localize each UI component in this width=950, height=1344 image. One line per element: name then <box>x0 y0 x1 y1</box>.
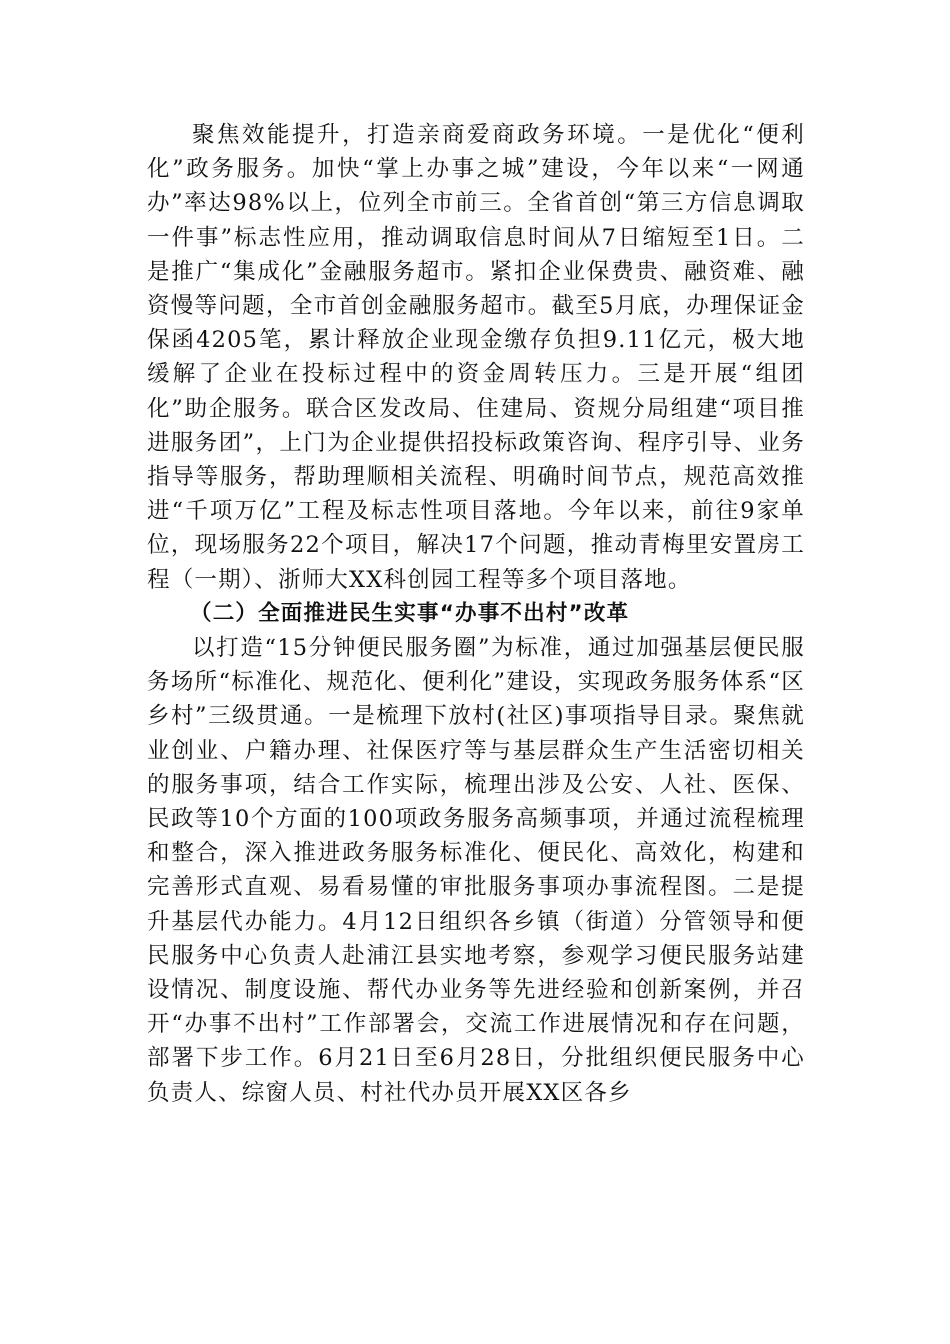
document-body <box>147 118 805 1110</box>
section-heading: （二）全面推进民生实事“办事不出村”改革 <box>190 600 630 626</box>
body-paragraph: 聚焦效能提升，打造亲商爱商政务环境。一是优化“便利化”政务服务。加快“掌上办事之城”建设，今年以来“一网通办”率达98%以上，位列全市前三。全省首创“第三方信息调取一件事”标志性应用，推动调取信息时间从7日缩短至1日。二是推广“集成化”金融服务超市。紧扣企业保费贵、融资难、融资慢等问题，全市首创金融服务超市。截至5月底，办理保证金保函4205笔，累计释放企业现金缴存负担9.11亿元，极大地缓解了企业在投标过程中的资金周转压力。三是开展“组团化”助企服务。联合区发改局、住建局、资规分局组建“项目推进服务团”，上门为企业提供招投标政策咨询、程序引导、业务指导等服务，帮助理顺相关流程、明确时间节点，规范高效推进“千项万亿”工程及标志性项目落地。今年以来，前往9家单位，现场服务22个项目，解决17个问题，推动青梅里安置房工程（一期）、浙师大XX科创园工程等多个项目落地。 <box>147 122 805 593</box>
body-paragraph: 以打造“15分钟便民服务圈”为标准，通过加强基层便民服务场所“标准化、规范化、便利化”建设，实现政务服务体系“区乡村”三级贯通。一是梳理下放村(社区)事项指导目录。聚焦就业创业、户籍办理、社保医疗等与基层群众生产生活密切相关的服务事项，结合工作实际，梳理出涉及公安、人社、医保、民政等10个方面的100项政务服务高频事项，并通过流程梳理和整合，深入推进政务服务标准化、便民化、高效化，构建和完善形式直观、易看易懂的审批服务事项办事流程图。二是提升基层代办能力。4月12日组织各乡镇（街道）分管领导和便民服务中心负责人赴浦江县实地考察，参观学习便民服务站建设情况、制度设施、帮代办业务等先进经验和创新案例，并召开“办事不出村”工作部署会，交流工作进展情况和存在问题，部署下步工作。6月21日至6月28日，分批组织便民服务中心负责人、综窗人员、村社代办员开展XX区各乡 <box>147 635 805 1106</box>
